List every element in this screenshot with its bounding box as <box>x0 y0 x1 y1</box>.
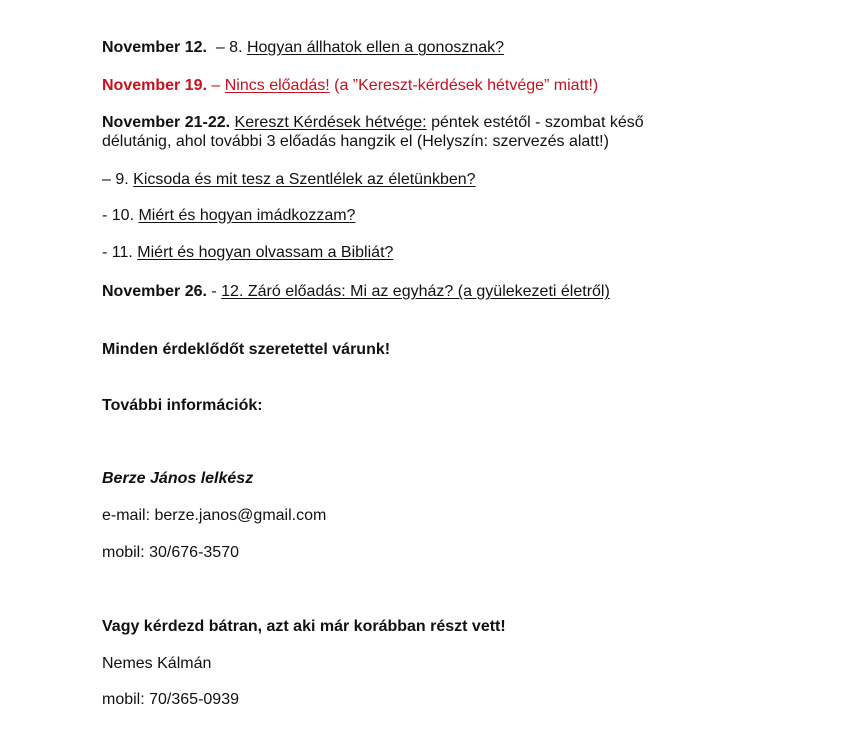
item-prefix: - <box>206 283 222 300</box>
lecture-title-link[interactable]: Miért és hogyan olvassam a Bibliát? <box>137 244 394 261</box>
weekend-text: péntek estétől - szombat késő <box>426 114 644 131</box>
date-label: November 19. <box>102 77 207 94</box>
schedule-nov26 <box>102 282 610 301</box>
item-prefix: – 8. <box>206 39 247 56</box>
schedule-item11 <box>102 243 393 262</box>
contact2-name: Nemes Kálmán <box>102 655 212 672</box>
item-prefix: - 10. <box>102 207 139 224</box>
note-text: (a ”Kereszt-kérdések hétvége” miatt!) <box>329 77 599 94</box>
contact1-email: e-mail: berze.janos@gmail.com <box>102 507 327 524</box>
item-prefix: - 11. <box>102 244 138 261</box>
item-prefix: – 9. <box>102 171 134 188</box>
ask-text: Vagy kérdezd bátran, azt aki már korábban részt vett! <box>102 618 506 635</box>
no-lecture-link[interactable]: Nincs előadás! <box>224 77 330 94</box>
contact1-name: Berze János lelkész <box>102 470 254 487</box>
schedule-item10 <box>102 206 355 225</box>
contact2-phone: mobil: 70/365-0939 <box>102 691 239 708</box>
weekend-title-link[interactable]: Kereszt Kérdések hétvége: <box>234 114 427 131</box>
invite-text: Minden érdeklődőt szeretettel várunk! <box>102 341 391 358</box>
schedule-nov21-line2: délutánig, ahol további 3 előadás hangzik el (Helyszín: szervezés alatt!) <box>102 133 609 150</box>
date-label: November 12. <box>102 39 207 56</box>
item-prefix: – <box>206 77 225 94</box>
lecture-title-link[interactable]: Kicsoda és mit tesz a Szentlélek az életünkben? <box>133 171 476 188</box>
schedule-nov21-line1 <box>102 113 644 132</box>
date-label: November 21-22. <box>102 114 231 131</box>
schedule-nov19 <box>102 76 598 95</box>
lecture-title-link[interactable]: Hogyan állhatok ellen a gonosznak? <box>246 39 505 56</box>
schedule-item9 <box>102 170 476 189</box>
contact1-phone: mobil: 30/676-3570 <box>102 544 239 561</box>
date-label: November 26. <box>102 283 207 300</box>
more-info-heading: További információk: <box>102 397 263 414</box>
schedule-nov12 <box>102 38 504 57</box>
lecture-title-link[interactable]: Miért és hogyan imádkozzam? <box>138 207 356 224</box>
lecture-title-link[interactable]: 12. Záró előadás: Mi az egyház? (a gyülekezeti életről) <box>221 283 610 300</box>
